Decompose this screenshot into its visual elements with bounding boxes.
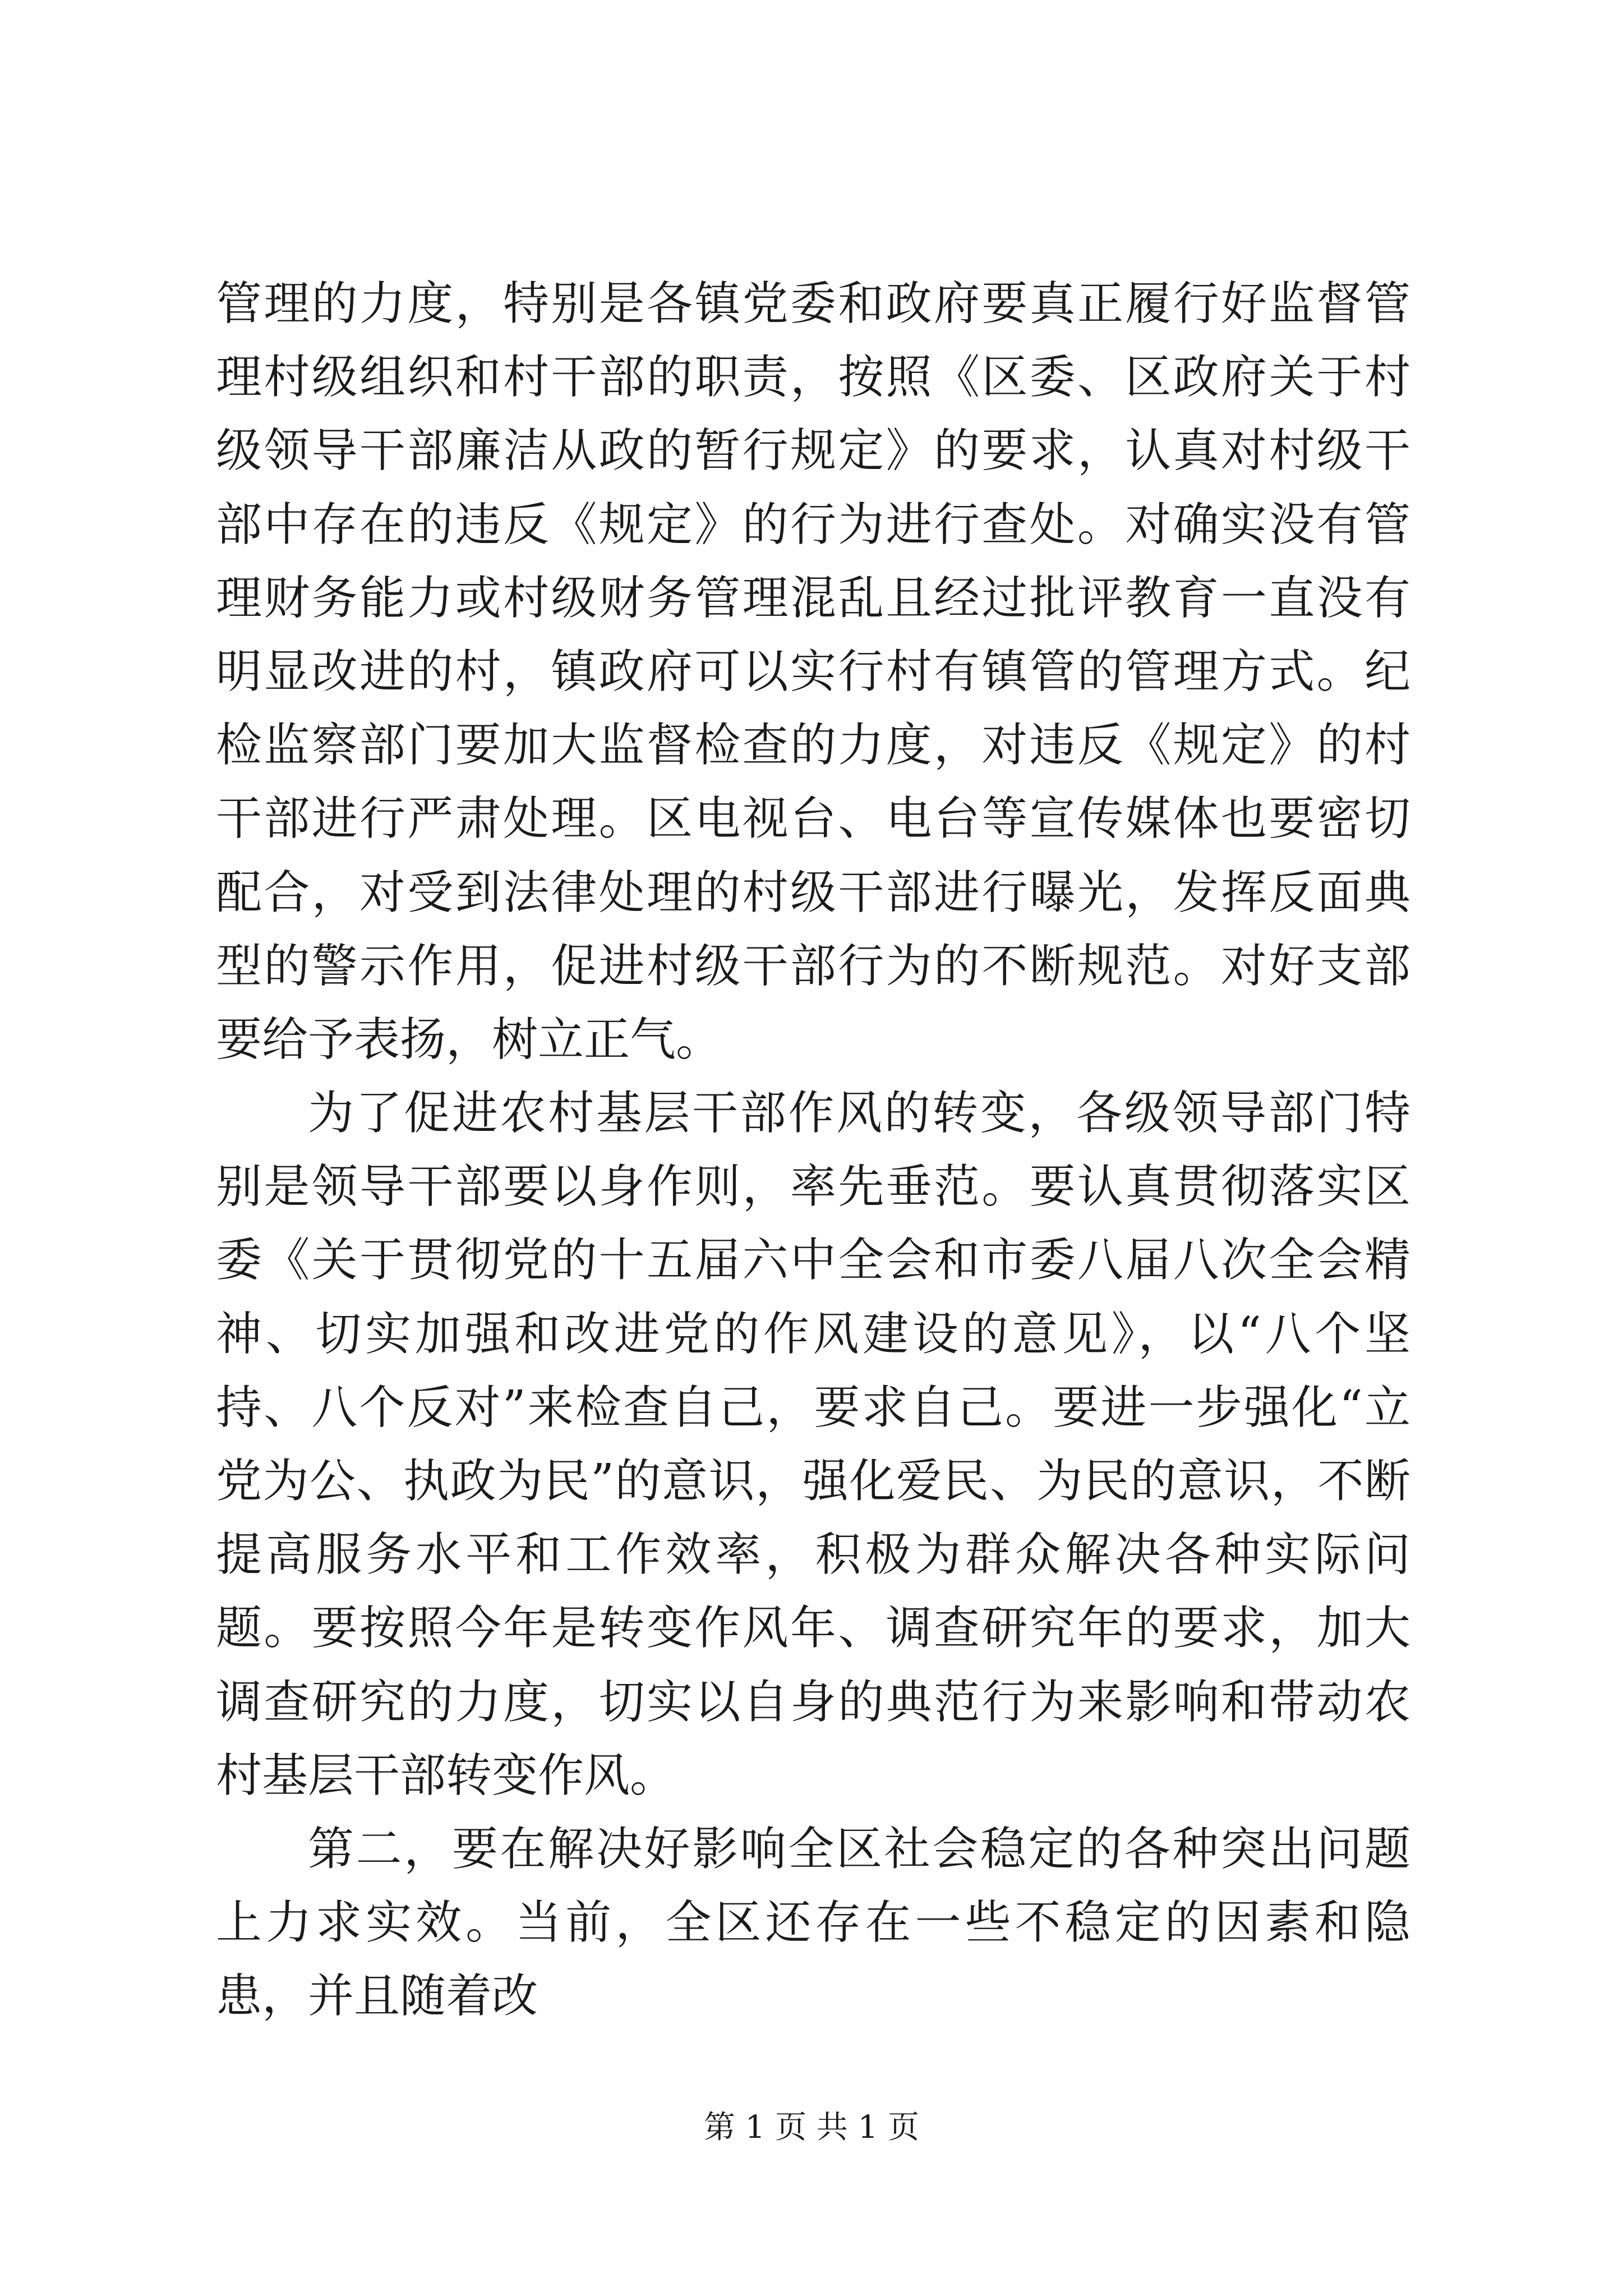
document-body	[216, 267, 1410, 2033]
paragraph-leadership-style: 为了促进农村基层干部作风的转变，各级领导部门特别是领导干部要以身作则，率先垂范。要认真贯彻落实区委《关于贯彻党的十五届六中全会和市委八届八次全会精神、切实加强和改进党的作风建设的意见》，以“八个坚持、八个反对”来检查自己，要求自己。要进一步强化“立党为公、执政为民”的意识，强化爱民、为民的意识，不断提高服务水平和工作效率，积极为群众解决各种实际问题。要按照今年是转变作风年、调查研究年的要求，加大调查研究的力度，切实以自身的典范行为来影响和带动农村基层干部转变作风。	[216, 1087, 1410, 1802]
paragraph-continued: 管理的力度，特别是各镇党委和政府要真正履行好监督管理村级组织和村干部的职责，按照《区委、区政府关于村级领导干部廉洁从政的暂行规定》的要求，认真对村级干部中存在的违反《规定》的行为进行查处。对确实没有管理财务能力或村级财务管理混乱且经过批评教育一直没有明显改进的村，镇政府可以实行村有镇管的管理方式。纪检监察部门要加大监督检查的力度，对违反《规定》的村干部进行严肃处理。区电视台、电台等宣传媒体也要密切配合，对受到法律处理的村级干部进行曝光，发挥反面典型的警示作用，促进村级干部行为的不断规范。对好支部要给予表扬，树立正气。	[216, 277, 1410, 1066]
page-number-footer: 第 1 页 共 1 页	[703, 2109, 920, 2146]
paragraph-social-stability: 第二，要在解决好影响全区社会稳定的各种突出问题上力求实效。当前，全区还存在一些不稳定的因素和隐患，并且随着改	[216, 1822, 1410, 2023]
